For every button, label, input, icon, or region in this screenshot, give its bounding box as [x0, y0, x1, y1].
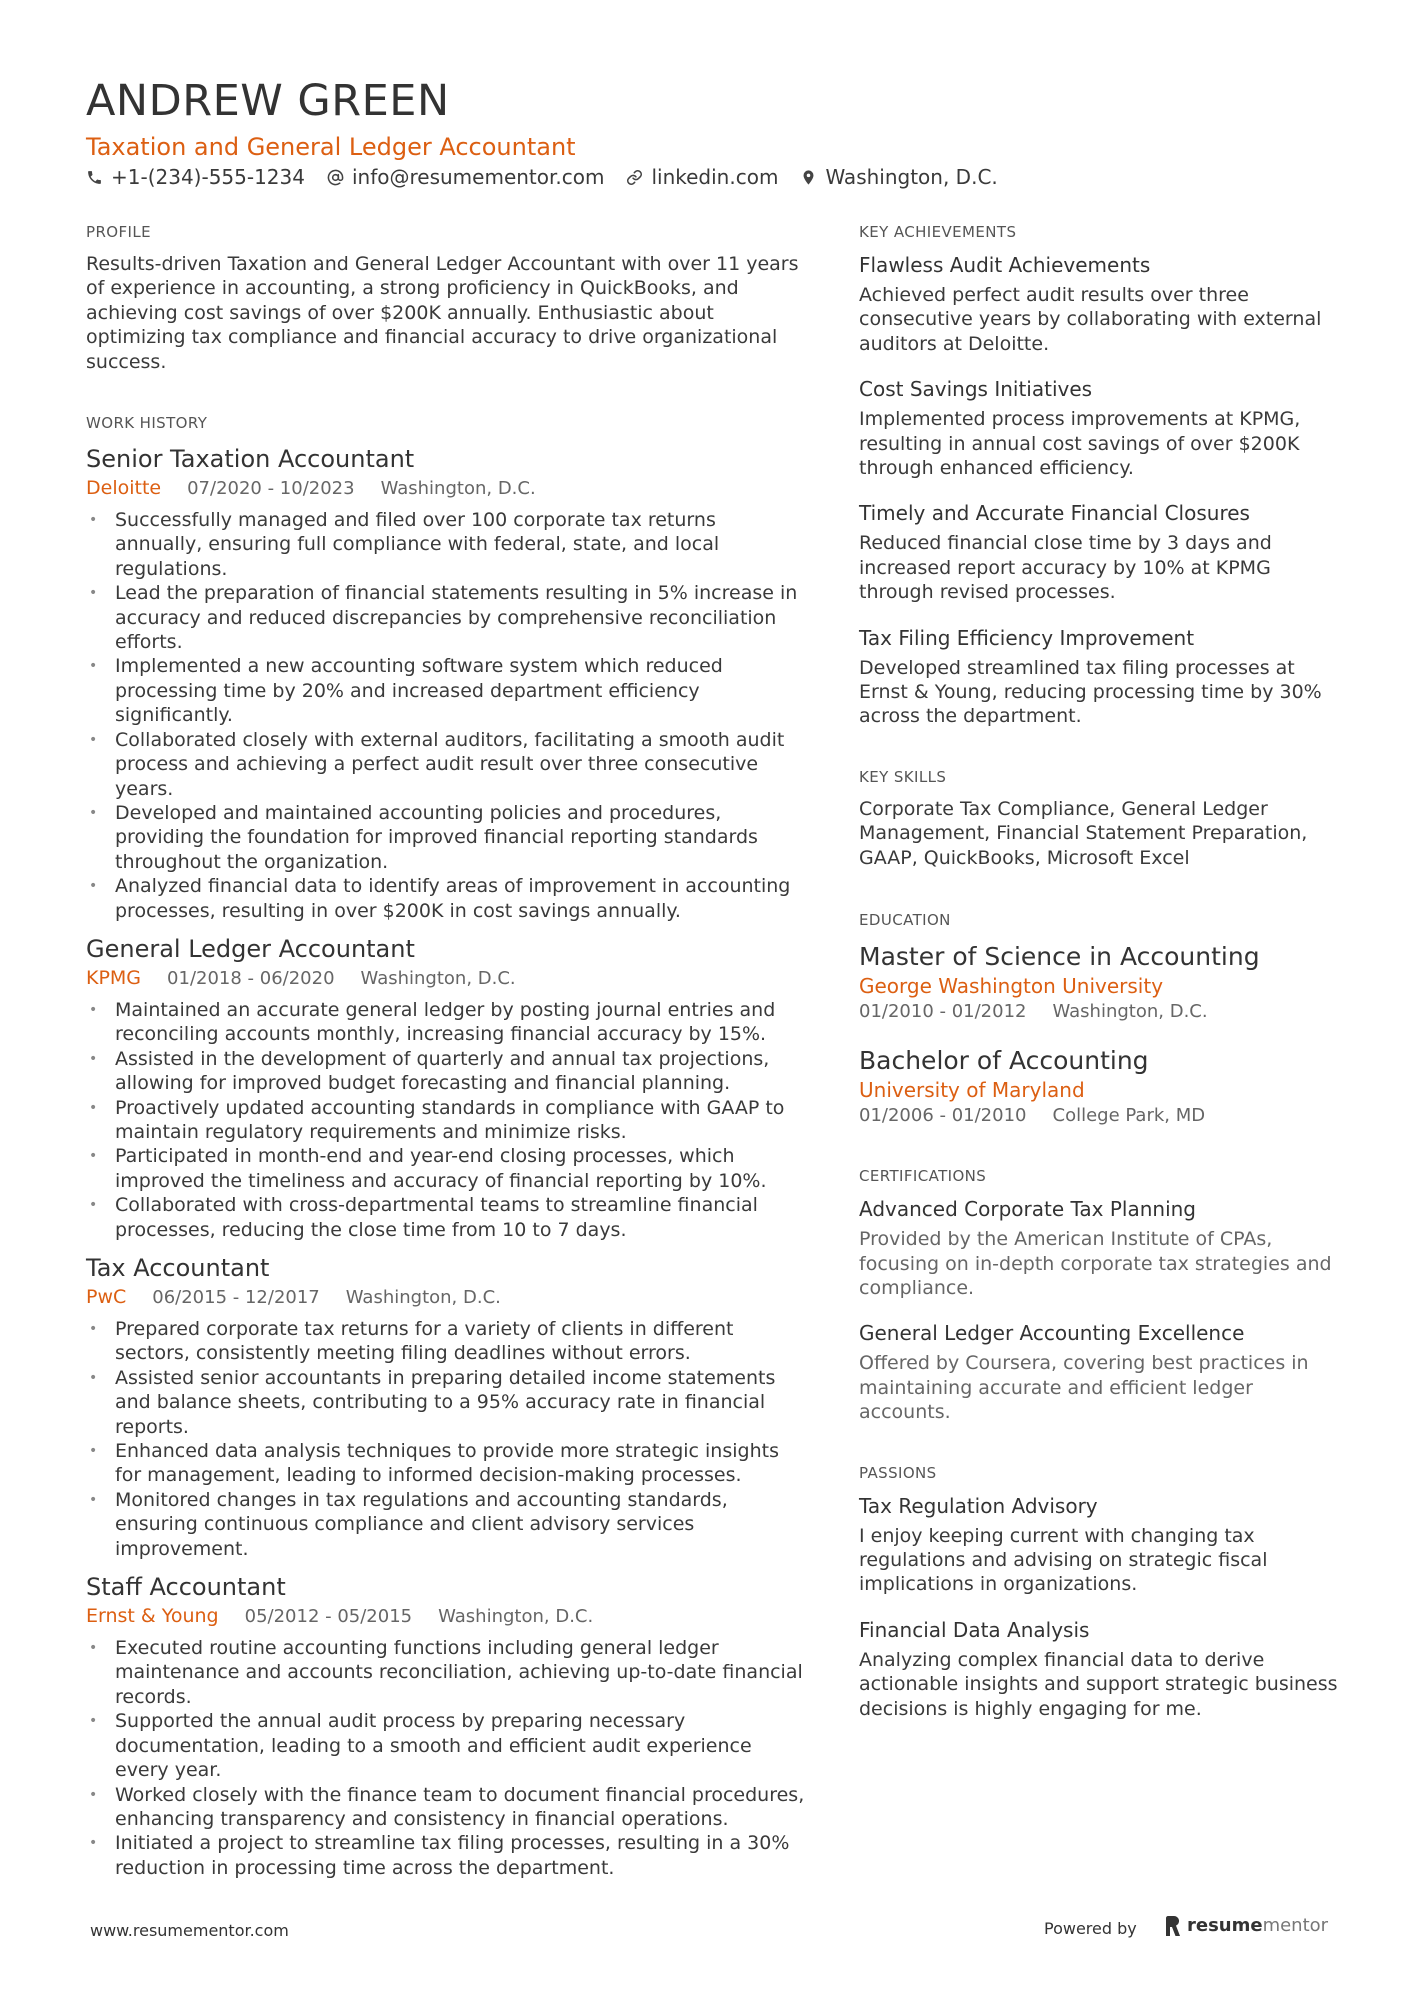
- candidate-name: ANDREW GREEN: [86, 76, 450, 126]
- cert-title: Advanced Corporate Tax Planning: [859, 1197, 1196, 1222]
- passion-title: Tax Regulation Advisory: [859, 1493, 1098, 1518]
- job-location: Washington, D.C.: [438, 1606, 594, 1628]
- job-dates: 06/2015 - 12/2017: [152, 1287, 320, 1308]
- job-company: Ernst & Young: [86, 1605, 219, 1628]
- job-bullet: • Lead the preparation of financial statements resulting in 5% increase in accuracy and reduced discrepancies by comprehensive reconciliation efforts.: [86, 581, 806, 654]
- contact-linkedin[interactable]: [626, 165, 778, 189]
- passion-title: Financial Data Analysis: [859, 1617, 1090, 1642]
- footer-logo[interactable]: [1166, 1915, 1328, 1936]
- job-bullet: • Assisted in the development of quarterly and annual tax projections, allowing for improved budget forecasting and financial planning.: [86, 1047, 806, 1096]
- candidate-title: Taxation and General Ledger Accountant: [86, 133, 576, 161]
- cert-text: Offered by Coursera, covering best practices in maintaining accurate and efficient ledger accounts.: [859, 1352, 1309, 1424]
- job-bullet: • Collaborated with cross-departmental teams to streamline financial processes, reducing the close time from 10 to 7 days.: [86, 1193, 806, 1242]
- job-bullets: [86, 508, 806, 923]
- achievements-heading: KEY ACHIEVEMENTS: [859, 223, 1017, 241]
- job-title: Senior Taxation Accountant: [86, 445, 415, 474]
- certifications-heading: CERTIFICATIONS: [859, 1167, 987, 1186]
- footer-powered-by: Powered by: [1044, 1919, 1137, 1938]
- footer-website-link[interactable]: www.resumementor.com: [90, 1921, 289, 1940]
- job-bullet: • Worked closely with the finance team to document financial procedures, enhancing transparency and consistency in financial operations.: [86, 1783, 806, 1832]
- achievement-title: Flawless Audit Achievements: [859, 253, 1151, 277]
- achievement-text: Achieved perfect audit results over three consecutive years by collaborating with external auditors at Deloitte.: [859, 284, 1322, 355]
- job-bullet: • Collaborated closely with external auditors, facilitating a smooth audit process and achieving a perfect audit result over three consecutive years.: [86, 728, 806, 801]
- passions-heading: PASSIONS: [859, 1463, 937, 1482]
- edu-school: George Washington University: [859, 974, 1164, 999]
- job-title: General Ledger Accountant: [86, 934, 415, 963]
- at-sign-icon: [327, 169, 344, 186]
- job-bullet: • Analyzed financial data to identify areas of improvement in accounting processes, resulting in over $200K in cost savings annually.: [86, 874, 806, 923]
- location-text: Washington, D.C.: [825, 165, 998, 189]
- achievement-title: Tax Filing Efficiency Improvement: [859, 625, 1195, 650]
- job-bullet: • Initiated a project to streamline tax filing processes, resulting in a 30% reduction in processing time across the department.: [86, 1831, 806, 1880]
- profile-heading: PROFILE: [86, 223, 151, 241]
- profile-text: Results-driven Taxation and General Ledger Accountant with over 11 years of experience in accounting, a strong proficiency in QuickBooks, and achieving cost savings of over $200K annually. Enthusiastic about optimizing tax compliance and financial accuracy to drive organizational success.: [86, 253, 799, 373]
- job-meta: [86, 475, 806, 502]
- link-icon: [626, 169, 643, 186]
- edu-location: Washington, D.C.: [1052, 1001, 1208, 1023]
- contact-email[interactable]: [327, 165, 604, 189]
- achievement-title: Cost Savings Initiatives: [859, 377, 1093, 402]
- job-bullet: • Proactively updated accounting standards in compliance with GAAP to maintain regulatory requirements and minimize risks.: [86, 1096, 806, 1145]
- passion-text: I enjoy keeping current with changing tax regulations and advising on strategic fiscal implications in organizations.: [859, 1524, 1268, 1596]
- email-text: info@resumementor.com: [351, 165, 605, 189]
- phone-icon: [86, 169, 103, 186]
- job-title: Staff Accountant: [86, 1573, 286, 1602]
- job-entry: [86, 933, 806, 1242]
- job-entry: [86, 1252, 806, 1561]
- work-history-heading: WORK HISTORY: [86, 414, 208, 433]
- contact-bar: [86, 165, 1020, 189]
- skills-heading: KEY SKILLS: [859, 767, 947, 786]
- phone-text: +1-(234)-555-1234: [111, 165, 305, 189]
- job-bullet: • Developed and maintained accounting policies and procedures, providing the foundation for improved financial reporting standards throughout the organization.: [86, 801, 806, 874]
- contact-location: [800, 165, 997, 189]
- job-dates: 05/2012 - 05/2015: [244, 1606, 413, 1628]
- job-bullet: • Implemented a new accounting software system which reduced processing time by 20% and increased department efficiency significantly.: [86, 654, 806, 727]
- right-column: [859, 222, 1347, 1741]
- job-title: Tax Accountant: [86, 1254, 270, 1282]
- skills-text: Corporate Tax Compliance, General Ledger Management, Financial Statement Preparation, GAAP, QuickBooks, Microsoft Excel: [859, 797, 1308, 869]
- job-dates: 01/2018 - 06/2020: [167, 967, 335, 989]
- passion-text: Analyzing complex financial data to derive actionable insights and support strategic business decisions is highly engaging for me.: [859, 1648, 1338, 1720]
- job-company: KPMG: [86, 966, 142, 989]
- cert-text: Provided by the American Institute of CPAs, focusing on in-depth corporate tax strategies and compliance.: [859, 1228, 1332, 1299]
- edu-location: College Park, MD: [1052, 1105, 1206, 1127]
- job-bullet: • Assisted senior accountants in preparing detailed income statements and balance sheets, contributing to a 95% accuracy rate in financial reports.: [86, 1366, 806, 1439]
- edu-dates: 01/2006 - 01/2010: [859, 1105, 1027, 1127]
- job-bullet: • Maintained an accurate general ledger by posting journal entries and reconciling accounts monthly, increasing financial accuracy by 15%.: [86, 998, 806, 1047]
- edu-dates: 01/2010 - 01/2012: [859, 1001, 1027, 1023]
- achievement-text: Reduced financial close time by 3 days and increased report accuracy by 10% at KPMG through revised processes.: [859, 532, 1272, 604]
- job-bullet: • Executed routine accounting functions including general ledger maintenance and accounts reconciliation, achieving up-to-date financial records.: [86, 1636, 806, 1709]
- job-entry: [86, 1571, 806, 1880]
- left-column: [86, 222, 806, 1890]
- edu-degree: Master of Science in Accounting: [859, 942, 1260, 972]
- resumementor-logo-icon: [1166, 1916, 1181, 1936]
- job-bullet: • Successfully managed and filed over 100 corporate tax returns annually, ensuring full compliance with federal, state, and local regulations.: [86, 508, 806, 581]
- job-bullets: [86, 1317, 806, 1561]
- achievement-title: Timely and Accurate Financial Closures: [859, 501, 1250, 526]
- job-company: PwC: [86, 1286, 127, 1308]
- job-meta: [86, 965, 806, 992]
- achievement-text: Implemented process improvements at KPMG, resulting in annual cost savings of over $200K through enhanced efficiency.: [859, 408, 1301, 480]
- job-meta: [86, 1284, 806, 1311]
- job-bullet: • Monitored changes in tax regulations and accounting standards, ensuring continuous compliance and client advisory services improvement.: [86, 1488, 806, 1561]
- logo-text-light: mentor: [1262, 1915, 1329, 1936]
- edu-degree: Bachelor of Accounting: [859, 1046, 1149, 1076]
- location-pin-icon: [800, 169, 817, 186]
- job-bullets: [86, 1636, 806, 1880]
- job-bullet: • Enhanced data analysis techniques to provide more strategic insights for management, leading to informed decision-making processes.: [86, 1439, 806, 1488]
- education-heading: EDUCATION: [859, 911, 951, 930]
- contact-phone[interactable]: [86, 165, 305, 189]
- job-company: Deloitte: [86, 477, 162, 500]
- job-bullets: [86, 998, 806, 1242]
- job-bullet: • Participated in month-end and year-end closing processes, which improved the timeliness and accuracy of financial reporting by 10%.: [86, 1144, 806, 1193]
- job-dates: 07/2020 - 10/2023: [187, 478, 355, 500]
- job-location: Washington, D.C.: [380, 478, 536, 500]
- edu-meta: [859, 1000, 1347, 1024]
- job-location: Washington, D.C.: [360, 967, 516, 989]
- job-location: Washington, D.C.: [345, 1287, 501, 1308]
- linkedin-text: linkedin.com: [651, 165, 779, 189]
- edu-school: University of Maryland: [859, 1078, 1085, 1103]
- job-bullet: • Prepared corporate tax returns for a variety of clients in different sectors, consistently meeting filing deadlines without errors.: [86, 1317, 806, 1366]
- job-entry: [86, 443, 806, 923]
- logo-text-bold: resume: [1187, 1915, 1263, 1936]
- cert-title: General Ledger Accounting Excellence: [859, 1321, 1245, 1346]
- job-meta: [86, 1603, 806, 1630]
- achievement-text: Developed streamlined tax filing processes at Ernst & Young, reducing processing time by 30% across the department.: [859, 656, 1322, 728]
- edu-meta: [859, 1104, 1347, 1128]
- job-bullet: • Supported the annual audit process by preparing necessary documentation, leading to a smooth and efficient audit experience every year.: [86, 1709, 806, 1782]
